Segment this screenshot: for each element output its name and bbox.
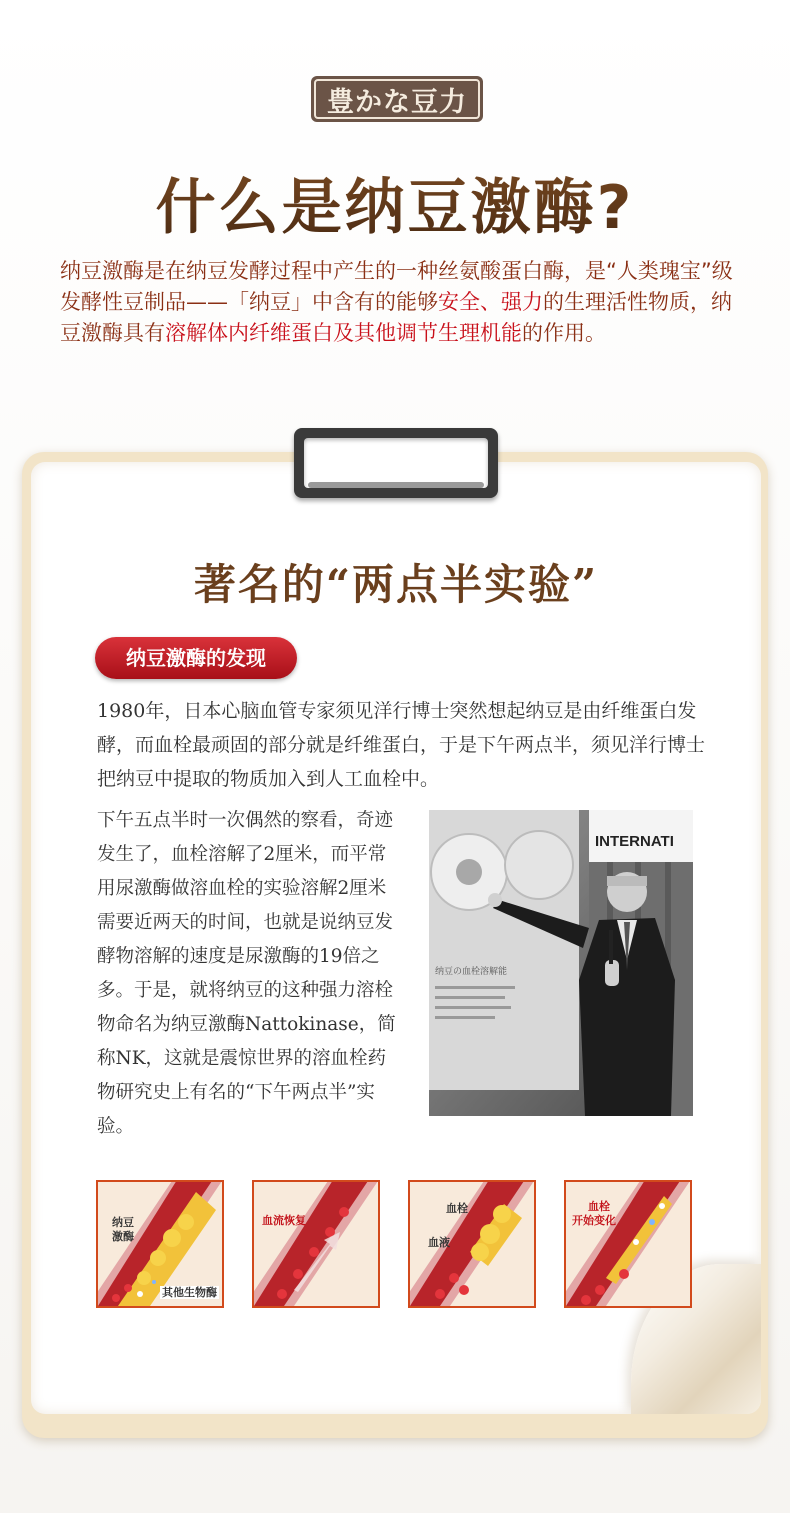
vessel-4-label-1: 血栓 (588, 1200, 610, 1213)
intro-text-1: 纳豆激酶是在纳豆发酵过程中产生的一种丝氨酸蛋白酶，是“人类瑰宝”级发酵性豆制品——「纳豆」中含有的能够 (60, 259, 733, 314)
page-title: 什么是纳豆激酶? (0, 160, 790, 246)
slide-caption: 纳豆の血栓溶解能 (435, 967, 508, 977)
section-title: 著名的“两点半实验” (193, 560, 599, 609)
discovery-paragraph-2: 下午五点半时一次偶然的察看，奇迹发生了，血栓溶解了2厘米，而平常用尿激酶做溶血栓的实验溶解2厘米需要近两天的时间，也就是说纳豆发酵物溶解的速度是尿激酶的19倍之多。于是，就将纳豆的这种强力溶栓物命名为纳豆激酶Nattokinase，简称NK，这就是震惊世界的溶血栓药物研究史上有名的“下午两点半”实验。 (97, 810, 396, 1137)
vessel-2-label-1: 血流恢复 (262, 1214, 306, 1227)
vessel-1-label-1: 纳豆 (112, 1216, 134, 1229)
intro-highlight-1: 安全、强力 (438, 290, 543, 314)
intro-text-3: 的作用。 (522, 321, 606, 345)
lecture-photo (429, 810, 693, 1116)
vessel-1-label-2: 激酶 (112, 1230, 134, 1243)
vessel-diagram-4 (564, 1180, 692, 1308)
intro-paragraph (60, 256, 740, 349)
discovery-tag: 纳豆激酶的发现 (95, 637, 297, 679)
vessel-1-label-3: 其他生物酶 (162, 1286, 217, 1299)
brand-logo (311, 76, 483, 122)
sign-text: INTERNATI (595, 833, 674, 850)
clipboard-clip-icon (294, 428, 498, 498)
vessel-diagram-1 (96, 1180, 224, 1308)
vessel-4-label-2: 开始变化 (572, 1214, 616, 1227)
vessel-3-label-1: 血栓 (446, 1202, 468, 1215)
vessel-diagram-2 (252, 1180, 380, 1308)
vessel-3-label-2: 血液 (428, 1236, 450, 1249)
intro-text-2: 的生理活性物质，纳豆激酶具有 (60, 290, 732, 345)
discovery-paragraph-1: 1980年，日本心脑血管专家须见洋行博士突然想起纳豆是由纤维蛋白发酵，而血栓最顽固的部分就是纤维蛋白，于是下午两点半，须见洋行博士把纳豆中提取的物质加入到人工血栓中。 (97, 700, 706, 790)
brand-logo-text: 豊かな豆力 (314, 79, 480, 119)
vessel-diagram-3 (408, 1180, 536, 1308)
intro-highlight-2: 溶解体内纤维蛋白及其他调节生理机能 (165, 321, 522, 345)
